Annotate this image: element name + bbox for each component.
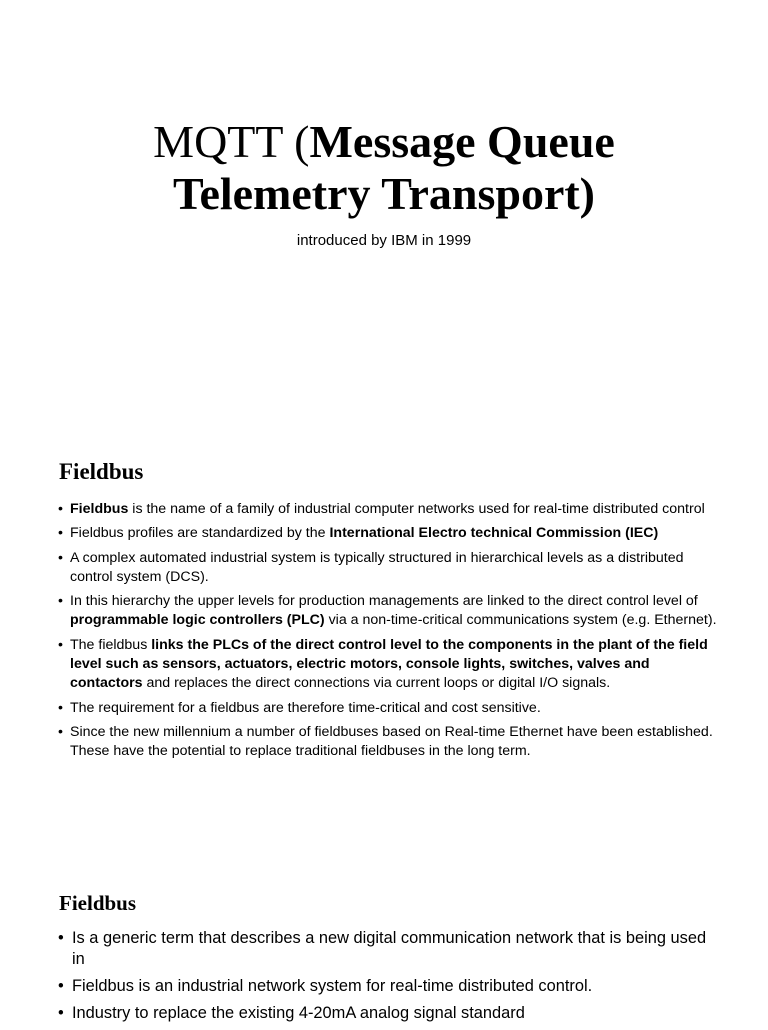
bullet-item <box>58 723 718 762</box>
bullet-text: Since the new millennium a number of fieldbuses based on Real-time Ethernet have been established. These have the potential to replace traditional fieldbuses in the long term. <box>70 723 713 760</box>
bullet-item <box>58 636 718 694</box>
bullet-icon: • <box>58 593 63 610</box>
bullet-text: Fieldbus is an industrial network system for real-time distributed control. <box>72 977 593 995</box>
bullet-text: Is a generic term that describes a new digital communication network that is being used in <box>72 929 707 968</box>
bullet-icon: • <box>58 525 63 542</box>
bullet-item <box>58 976 718 997</box>
bullet-icon: • <box>58 1004 64 1022</box>
bullet-text: Industry to replace the existing 4-20mA analog signal standard <box>72 1004 525 1022</box>
slide-title <box>0 116 768 220</box>
bullet-item <box>58 928 718 970</box>
slide-heading: Fieldbus <box>59 459 144 484</box>
bullet-text: via a non-time-critical communications system (e.g. Ethernet). <box>324 612 717 629</box>
bullet-list <box>58 928 718 1030</box>
slide-heading: Fieldbus <box>59 891 137 915</box>
fieldbus-slide-2 <box>0 880 768 1024</box>
bullet-text: In this hierarchy the upper levels for production managements are linked to the direct control level of <box>70 593 698 610</box>
fieldbus-slide-1 <box>0 440 768 840</box>
bullet-item <box>58 524 718 543</box>
bullet-bold: International Electro technical Commission (IEC) <box>329 525 659 542</box>
bullet-icon: • <box>58 501 63 517</box>
bullet-item <box>58 1003 718 1024</box>
bullet-item <box>58 699 718 718</box>
bullet-text: A complex automated industrial system is typically structured in hierarchical levels as a distributed control system (DCS). <box>70 549 684 585</box>
bullet-bold: Fieldbus <box>70 501 129 517</box>
bullet-icon: • <box>58 723 63 740</box>
bullet-bold: links the PLCs of the direct control level to the components in the plant of the field level such as sensors, actuators, electric motors, console lights, switches, valves and contactors <box>70 636 708 692</box>
bullet-item <box>58 592 718 631</box>
title-slide <box>0 0 768 430</box>
bullet-list <box>58 500 718 767</box>
bullet-bold: programmable logic controllers (PLC) <box>70 612 325 629</box>
bullet-item <box>58 549 718 588</box>
slide-subtitle: introduced by IBM in 1999 <box>296 232 472 249</box>
title-prefix: MQTT ( <box>153 116 310 167</box>
bullet-text: and replaces the direct connections via current loops or digital I/O signals. <box>142 675 611 692</box>
bullet-text: The fieldbus <box>70 636 152 653</box>
bullet-text: is the name of a family of industrial computer networks used for real-time distributed control <box>128 501 705 517</box>
bullet-text: Fieldbus profiles are standardized by the <box>70 525 330 542</box>
bullet-icon: • <box>58 636 63 653</box>
bullet-icon: • <box>58 977 64 995</box>
bullet-text: The requirement for a fieldbus are therefore time-critical and cost sensitive. <box>70 699 541 716</box>
title-bold-line2: Telemetry Transport) <box>172 168 596 219</box>
bullet-icon: • <box>58 699 63 716</box>
bullet-icon: • <box>58 549 63 566</box>
bullet-icon: • <box>58 929 64 947</box>
title-bold-line1: Message Queue <box>309 116 615 167</box>
bullet-item <box>58 500 718 519</box>
